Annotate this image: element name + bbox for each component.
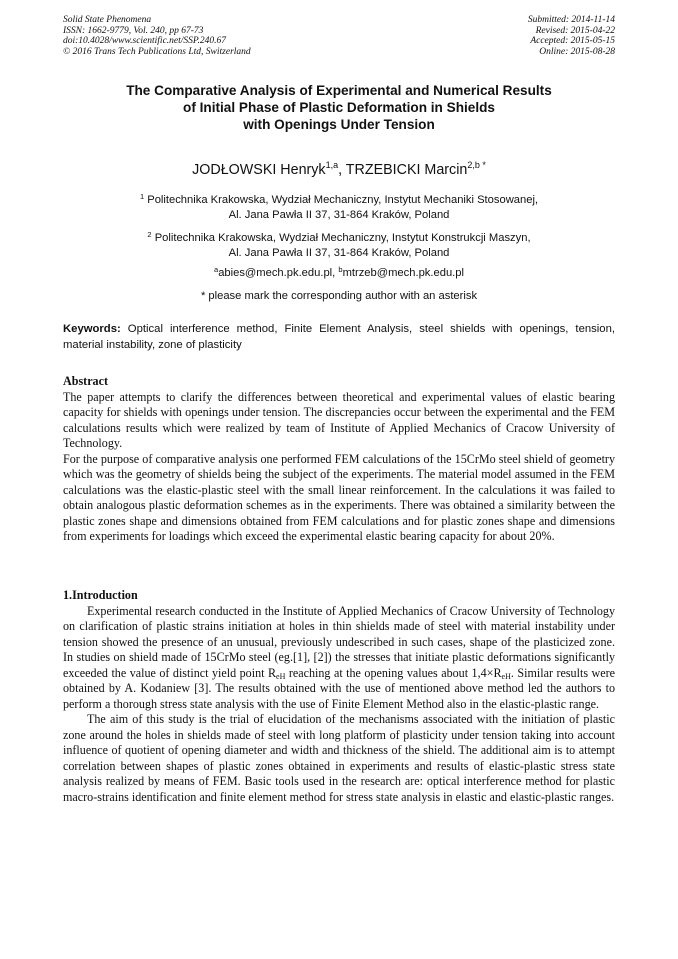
date-online: Online: 2015-08-28 — [539, 46, 615, 57]
journal-copyright: © 2016 Trans Tech Publications Ltd, Switzerland — [63, 46, 251, 57]
journal-info — [63, 15, 251, 57]
affiliation-address: Al. Jana Pawła II 37, 31-864 Kraków, Poland — [228, 209, 450, 221]
author-separator: , — [338, 162, 346, 178]
email-address: abies@mech.pk.edu.pl, — [218, 267, 339, 279]
date-submitted: Submitted: 2014-11-14 — [527, 15, 615, 25]
abstract-section — [63, 374, 615, 545]
date-revised: Revised: 2015-04-22 — [535, 25, 615, 36]
journal-name: Solid State Phenomena — [63, 15, 152, 25]
introduction-section — [63, 588, 615, 805]
title-line: The Comparative Analysis of Experimental and Numerical Results — [126, 83, 552, 98]
journal-issn: ISSN: 1662-9779, Vol. 240, pp 67-73 — [63, 25, 204, 36]
author-affiliation-mark: 2,b * — [467, 160, 486, 170]
author-affiliation-mark: 1,a — [325, 160, 339, 170]
keywords-label: Keywords: — [63, 323, 121, 335]
author-name: TRZEBICKI Marcin — [345, 162, 468, 178]
paragraph-text: . Similar results were obtained by A. Kodaniew [3]. The results obtained with the use of mentioned above method led the authors to perform a thorough stress state analysis with the use of Finite Element Method also in the elastic-plastic range. — [63, 665, 615, 711]
affiliation-number: 1 — [139, 192, 145, 201]
paragraph-text: reaching at the opening values about 1,4×R — [285, 665, 502, 680]
subscript: eH — [276, 671, 286, 681]
title-line: of Initial Phase of Plastic Deformation in Shields — [183, 100, 495, 115]
author-emails — [63, 266, 615, 281]
author-list — [63, 161, 615, 179]
affiliation-1 — [63, 193, 615, 223]
abstract-heading: Abstract — [63, 374, 109, 388]
affiliation-2 — [63, 231, 615, 261]
abstract-paragraph: For the purpose of comparative analysis one performed FEM calculations of the 15CrMo steel shield of geometry which was the geometry of shields being the subject of the experiments. The material model assumed in the FEM calculations was the elastic-plastic steel with the small linear reinforcement. In the calculations it was failed to obtain analogous plastic deformation schemes as in the experiments. There was obtained a similarity between the plastic zones shape and dimensions obtained from FEM calculations and for plastic zones shape and dimensions from experiments for loadings which exceed the experimental elastic bearing capacity for about 20%. — [63, 451, 615, 543]
affiliation-line: Politechnika Krakowska, Wydział Mechaniczny, Instytut Mechaniki Stosowanej, — [144, 194, 539, 206]
affiliation-number: 2 — [147, 230, 152, 239]
author-name: JODŁOWSKI Henryk — [192, 162, 326, 178]
keywords — [63, 322, 615, 353]
date-accepted: Accepted: 2015-05-15 — [530, 36, 615, 47]
affiliation-address: Al. Jana Pawła II 37, 31-864 Kraków, Poland — [228, 247, 450, 259]
email-mark: b — [338, 265, 343, 274]
affiliation-line: Politechnika Krakowska, Wydział Mechaniczny, Instytut Konstrukcji Maszyn, — [151, 232, 531, 244]
submission-dates — [528, 15, 615, 57]
keywords-text: Optical interference method, Finite Element Analysis, steel shields with openings, tension, material instability, zone of plasticity — [63, 323, 615, 351]
body-paragraph — [63, 604, 615, 713]
paper-title — [63, 82, 615, 133]
abstract-paragraph: The paper attempts to clarify the differences between theoretical and experimental values of elastic bearing capacity for shields with openings under tension. The discrepancies occur between the experimental and the FEM calculations results which were realized by team of Institute of Applied Mechanics of Cracow University of Technology. — [63, 389, 615, 450]
paragraph-text: Experimental research conducted in the Institute of Applied Mechanics of Cracow University of Technology on clarification of plastic strains initiation at holes in thin shields made of steel with material instability under tension showed the presence of an unusual, previously undescribed in such cases, shape of the plasticized zone. In studies on shield made of 15CrMo steel (eg.[1], [2]) the stresses that initiate plastic deformations significantly exceeded the value of distinct yield point R — [63, 603, 615, 680]
email-mark: a — [214, 265, 219, 274]
introduction-heading: 1.Introduction — [63, 588, 138, 602]
title-line: with Openings Under Tension — [243, 117, 435, 132]
email-address: mtrzeb@mech.pk.edu.pl — [342, 267, 464, 279]
corresponding-author-note: * please mark the corresponding author with an asterisk — [200, 290, 478, 302]
body-paragraph: The aim of this study is the trial of elucidation of the mechanisms associated with the initiation of plastic zone around the holes in shields made of steel with long platform of plasticity under tension taking into account influence of quotient of opening diameter and width and thickness of the shield. The additional aim is to attempt correlation between shapes of plastic zones obtained in experiments and results of elastic-plastic stress state analysis realized by means of FEM. Basic tools used in the research are: optical interference method for plastic macro-strains identification and finite element method for stress state analysis in elastic and elastic-plastic ranges. — [63, 712, 615, 804]
journal-doi: doi:10.4028/www.scientific.net/SSP.240.67 — [63, 36, 226, 47]
subscript: eH — [501, 671, 511, 681]
